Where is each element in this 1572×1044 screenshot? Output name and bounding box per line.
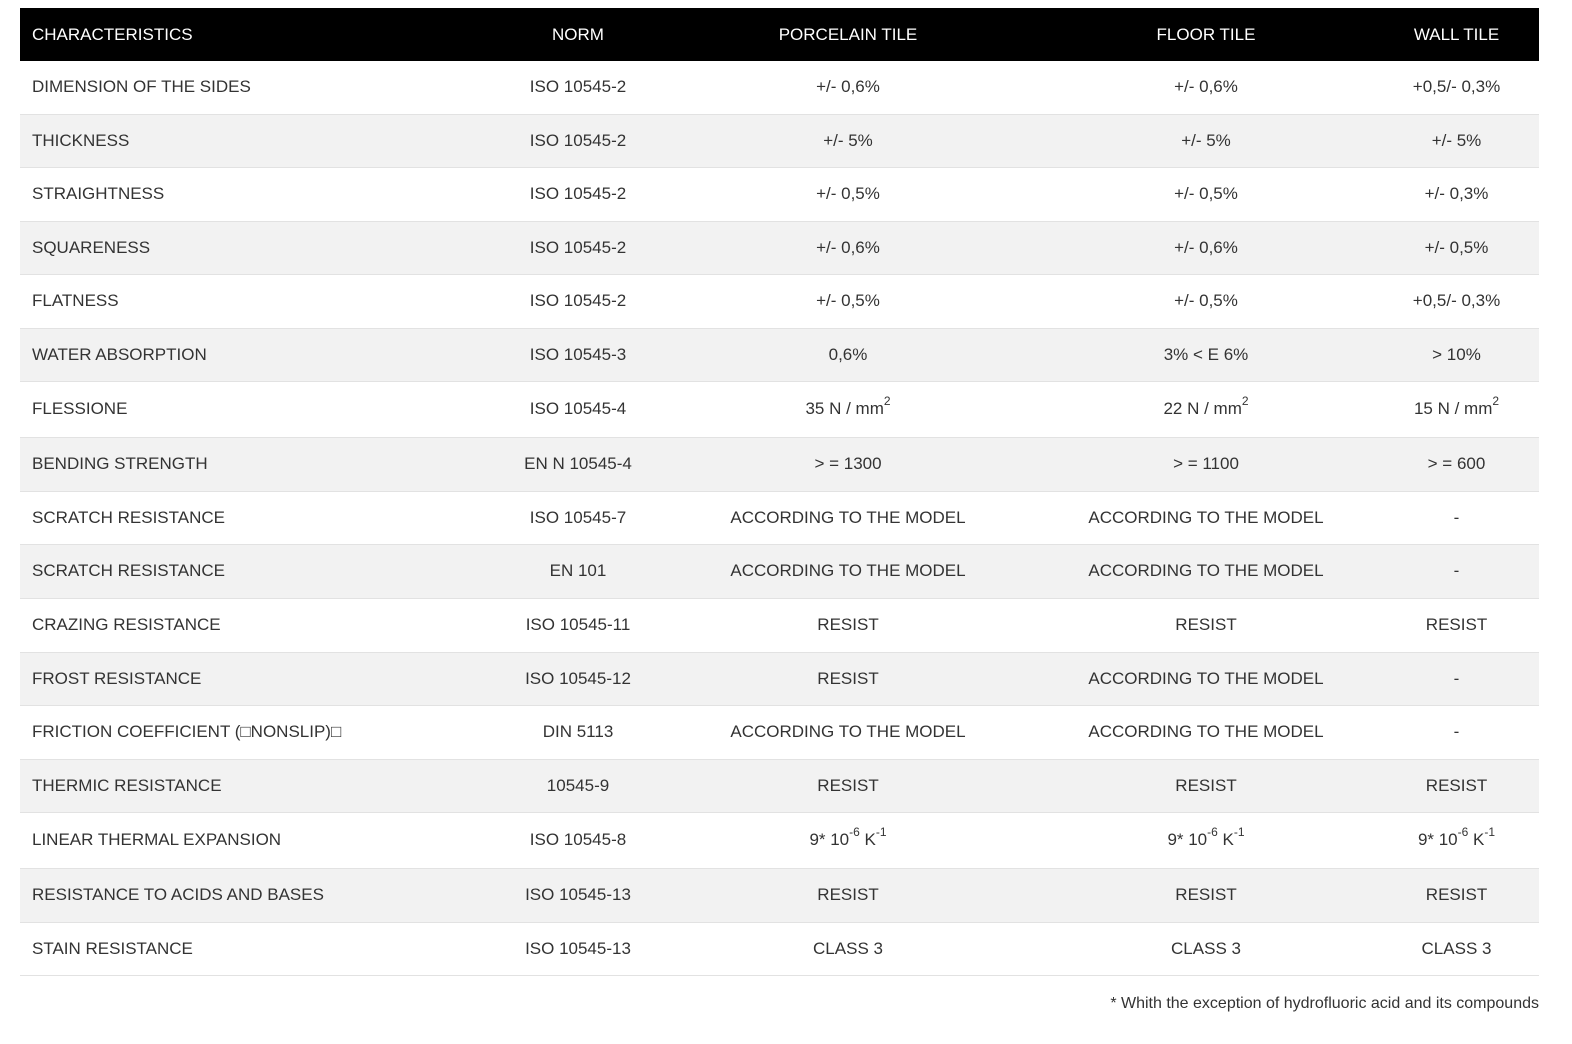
- table-row: [20, 328, 1539, 381]
- table-row: [20, 544, 1539, 598]
- cell-floor: [1038, 491, 1374, 544]
- cell-characteristic: BENDING STRENGTH: [32, 454, 208, 473]
- cell-porcelain: [658, 274, 1038, 328]
- cell-porcelain: [658, 437, 1038, 491]
- cell-value: 9* 10: [1167, 830, 1208, 849]
- cell-wall: [1374, 437, 1539, 491]
- cell-porcelain: [658, 544, 1038, 598]
- cell-characteristic: LINEAR THERMAL EXPANSION: [32, 830, 282, 849]
- cell-characteristic: FROST RESISTANCE: [32, 668, 202, 688]
- cell-value: RESIST: [817, 775, 879, 795]
- cell-value: > = 1100: [1173, 454, 1239, 473]
- cell-wall: [1374, 61, 1539, 114]
- table-row: [20, 598, 1539, 652]
- cell-porcelain: [658, 167, 1038, 221]
- cell-porcelain: [658, 328, 1038, 381]
- cell-value: -: [1453, 722, 1460, 741]
- header-norm: NORM: [552, 24, 604, 44]
- table-row: [20, 381, 1539, 437]
- cell-characteristic: RESISTANCE TO ACIDS AND BASES: [32, 885, 324, 904]
- cell-value: 35 N / mm: [805, 399, 884, 418]
- table-row: [20, 221, 1539, 274]
- cell-wall: [1374, 598, 1539, 652]
- cell-superscript: -6: [1207, 825, 1218, 840]
- cell-value: +/- 5%: [823, 130, 873, 150]
- cell-value: 9* 10: [1417, 830, 1458, 849]
- characteristics-table-container: [20, 8, 1539, 976]
- cell-superscript: 2: [1241, 394, 1249, 409]
- cell-value: +/- 0,6%: [816, 237, 880, 257]
- characteristics-table: [20, 8, 1539, 976]
- cell-characteristic: DIMENSION OF THE SIDES: [32, 77, 251, 97]
- cell-value: ACCORDING TO THE MODEL: [1088, 668, 1324, 688]
- cell-characteristic: FLATNESS: [32, 291, 119, 310]
- cell-value: +0,5/- 0,3%: [1412, 77, 1501, 97]
- footnote: * Whith the exception of hydrofluoric acid and its compounds: [1110, 995, 1539, 1012]
- cell-floor: [1038, 437, 1374, 491]
- cell-value: -: [1453, 507, 1460, 527]
- cell-porcelain: [658, 491, 1038, 544]
- cell-value: 0,6%: [828, 344, 868, 364]
- cell-norm: ISO 10545-4: [529, 399, 627, 418]
- cell-value: +/- 0,5%: [1424, 237, 1489, 257]
- table-row: [20, 274, 1539, 328]
- table-row: [20, 868, 1539, 922]
- cell-value: ACCORDING TO THE MODEL: [1088, 507, 1324, 527]
- cell-value: ACCORDING TO THE MODEL: [1088, 561, 1324, 580]
- cell-wall: [1374, 759, 1539, 812]
- cell-value: RESIST: [1175, 615, 1237, 634]
- cell-porcelain: [658, 598, 1038, 652]
- cell-wall: [1374, 114, 1539, 167]
- cell-wall: [1374, 328, 1539, 381]
- cell-floor: [1038, 381, 1374, 437]
- cell-unit: K: [1217, 830, 1234, 849]
- table-row: [20, 812, 1539, 868]
- cell-value: 9* 10: [809, 830, 850, 849]
- cell-value: +/- 0,6%: [816, 77, 880, 97]
- cell-characteristic: WATER ABSORPTION: [32, 344, 207, 364]
- cell-value: RESIST: [1175, 775, 1237, 795]
- cell-wall: [1374, 381, 1539, 437]
- cell-unit: K: [1468, 830, 1485, 849]
- cell-wall: [1374, 705, 1539, 759]
- cell-value: -: [1453, 561, 1460, 580]
- cell-value: > = 600: [1427, 454, 1486, 473]
- cell-value: +/- 0,5%: [816, 291, 880, 310]
- cell-norm: ISO 10545-12: [525, 668, 631, 688]
- cell-value: +/- 0,5%: [1174, 291, 1238, 310]
- cell-norm: DIN 5113: [542, 722, 614, 741]
- cell-floor: [1038, 705, 1374, 759]
- cell-norm: EN 101: [549, 561, 607, 580]
- cell-superscript: 2: [883, 394, 891, 409]
- cell-value: +/- 5%: [1181, 130, 1231, 150]
- cell-floor: [1038, 274, 1374, 328]
- cell-value: 15 N / mm: [1413, 399, 1493, 418]
- cell-value: +/- 0,5%: [816, 184, 880, 203]
- cell-floor: [1038, 328, 1374, 381]
- table-header-row: [20, 8, 1539, 61]
- cell-floor: [1038, 759, 1374, 812]
- cell-floor: [1038, 868, 1374, 922]
- cell-value: +/- 0,5%: [1174, 184, 1238, 203]
- cell-unit: K: [859, 830, 876, 849]
- header-wall-tile: WALL TILE: [1413, 24, 1500, 44]
- header-floor-tile: FLOOR TILE: [1156, 24, 1256, 44]
- cell-value: +/- 5%: [1431, 130, 1482, 150]
- cell-value: ACCORDING TO THE MODEL: [730, 507, 966, 527]
- cell-porcelain: [658, 221, 1038, 274]
- cell-norm: ISO 10545-2: [529, 237, 627, 257]
- cell-floor: [1038, 652, 1374, 705]
- header-characteristics: CHARACTERISTICS: [32, 24, 193, 44]
- table-row: [20, 705, 1539, 759]
- cell-floor: [1038, 544, 1374, 598]
- cell-value: +/- 0,6%: [1174, 77, 1238, 97]
- cell-superscript: 2: [1492, 394, 1500, 409]
- header-porcelain-tile: PORCELAIN TILE: [778, 24, 918, 44]
- cell-floor: [1038, 114, 1374, 167]
- cell-value: RESIST: [1425, 885, 1488, 904]
- cell-characteristic: FLESSIONE: [32, 399, 128, 418]
- cell-superscript: -6: [849, 825, 860, 840]
- cell-value: +/- 0,6%: [1174, 237, 1238, 257]
- cell-value: 3% < E 6%: [1163, 344, 1249, 364]
- cell-value: RESIST: [817, 615, 879, 634]
- table-row: [20, 759, 1539, 812]
- cell-characteristic: SQUARENESS: [32, 237, 151, 257]
- cell-value: RESIST: [1425, 775, 1488, 795]
- cell-value: RESIST: [817, 668, 879, 688]
- cell-porcelain: [658, 652, 1038, 705]
- cell-porcelain: [658, 61, 1038, 114]
- cell-wall: [1374, 491, 1539, 544]
- table-row: [20, 437, 1539, 491]
- cell-floor: [1038, 221, 1374, 274]
- cell-unit-superscript: -1: [1233, 825, 1245, 840]
- cell-porcelain: [658, 705, 1038, 759]
- cell-characteristic: SCRATCH RESISTANCE: [32, 507, 226, 527]
- table-row: [20, 652, 1539, 705]
- cell-norm: ISO 10545-2: [529, 130, 627, 150]
- cell-wall: [1374, 274, 1539, 328]
- cell-norm: ISO 10545-3: [529, 344, 627, 364]
- cell-norm: 10545-9: [546, 775, 610, 795]
- table-row: [20, 61, 1539, 114]
- cell-value: ACCORDING TO THE MODEL: [1088, 722, 1324, 741]
- cell-wall: [1374, 221, 1539, 274]
- cell-porcelain: [658, 922, 1038, 975]
- cell-unit-superscript: -1: [875, 825, 887, 840]
- cell-value: RESIST: [817, 885, 879, 904]
- cell-value: RESIST: [1175, 885, 1237, 904]
- cell-wall: [1374, 868, 1539, 922]
- table-row: [20, 167, 1539, 221]
- cell-characteristic: STAIN RESISTANCE: [32, 938, 193, 958]
- cell-floor: [1038, 812, 1374, 868]
- cell-value: +/- 0,3%: [1424, 184, 1489, 203]
- cell-value: RESIST: [1425, 615, 1488, 634]
- cell-norm: ISO 10545-11: [525, 615, 631, 634]
- cell-value: CLASS 3: [1171, 938, 1241, 958]
- cell-norm: ISO 10545-8: [529, 830, 627, 849]
- cell-norm: ISO 10545-2: [529, 184, 627, 203]
- cell-norm: ISO 10545-13: [525, 885, 631, 904]
- cell-norm: ISO 10545-2: [529, 77, 627, 97]
- cell-superscript: -6: [1457, 825, 1469, 840]
- cell-norm: ISO 10545-13: [525, 938, 631, 958]
- cell-value: > 10%: [1432, 344, 1481, 364]
- cell-wall: [1374, 812, 1539, 868]
- cell-value: ACCORDING TO THE MODEL: [730, 561, 966, 580]
- cell-porcelain: [658, 114, 1038, 167]
- cell-unit-superscript: -1: [1484, 825, 1496, 840]
- cell-characteristic: CRAZING RESISTANCE: [32, 615, 221, 634]
- cell-floor: [1038, 61, 1374, 114]
- cell-characteristic: SCRATCH RESISTANCE: [32, 561, 226, 580]
- cell-porcelain: [658, 759, 1038, 812]
- cell-wall: [1374, 167, 1539, 221]
- cell-norm: ISO 10545-7: [529, 507, 627, 527]
- table-row: [20, 491, 1539, 544]
- cell-characteristic: THERMIC RESISTANCE: [32, 775, 222, 795]
- cell-value: ACCORDING TO THE MODEL: [730, 722, 966, 741]
- cell-porcelain: [658, 868, 1038, 922]
- cell-floor: [1038, 167, 1374, 221]
- cell-floor: [1038, 598, 1374, 652]
- cell-norm: ISO 10545-2: [529, 291, 627, 310]
- cell-value: +0,5/- 0,3%: [1412, 291, 1501, 310]
- cell-value: -: [1453, 668, 1460, 688]
- cell-porcelain: [658, 812, 1038, 868]
- cell-value: CLASS 3: [1421, 938, 1492, 958]
- cell-wall: [1374, 544, 1539, 598]
- cell-characteristic: STRAIGHTNESS: [32, 184, 165, 203]
- cell-value: 22 N / mm: [1163, 399, 1242, 418]
- table-row: [20, 114, 1539, 167]
- cell-value: > = 1300: [814, 454, 882, 473]
- cell-porcelain: [658, 381, 1038, 437]
- cell-floor: [1038, 922, 1374, 975]
- cell-value: CLASS 3: [813, 938, 883, 958]
- cell-characteristic: FRICTION COEFFICIENT (□NONSLIP)□: [32, 722, 342, 741]
- cell-characteristic: THICKNESS: [32, 130, 130, 150]
- cell-wall: [1374, 652, 1539, 705]
- table-body: [20, 61, 1539, 975]
- cell-norm: EN N 10545-4: [524, 454, 632, 473]
- table-row: [20, 922, 1539, 975]
- cell-wall: [1374, 922, 1539, 975]
